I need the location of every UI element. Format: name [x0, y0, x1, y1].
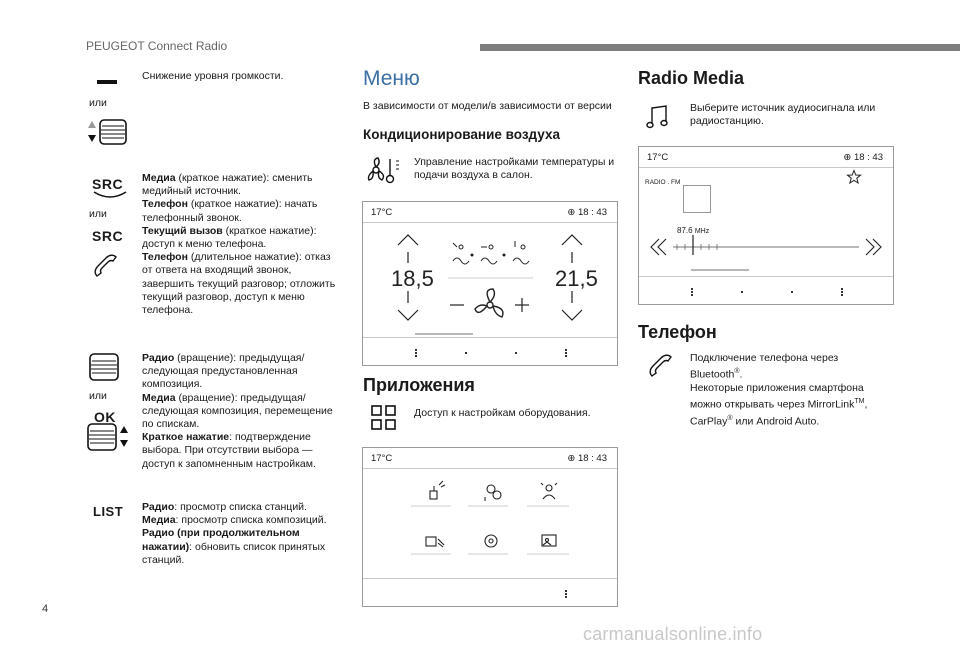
menu-title: Меню: [363, 67, 420, 90]
left-temperature: 18,5: [391, 266, 434, 291]
list-description: Радио: просмотр списка станций. Медиа: просмотр списка композиций. Радио (при продолжительном нажатии): обновить список принятых станций.: [142, 501, 327, 566]
thumbwheel-icon: [88, 352, 120, 382]
app-vehicle-functions-icon[interactable]: [430, 481, 445, 499]
screen-bottom-bar-3: [639, 276, 893, 304]
screen-bottom-bar-2: [363, 578, 617, 606]
watermark: carmanualsonline.info: [583, 624, 763, 644]
left-temp-up-icon[interactable]: [398, 235, 418, 245]
radio-screen: [638, 146, 894, 305]
rotary-description: Радио (вращение): предыдущая/ следующая предустановленная композиция. Медиа (вращение): предыдущая/ следующая композиция, перемещение по спискам. Краткое нажатие: подтверждение выбора. При отсутствии выбора — доступ к запомненным настройкам.: [142, 352, 333, 470]
phone-title: Телефон: [638, 322, 717, 342]
right-temp-up-icon[interactable]: [562, 235, 582, 245]
phone-desc: Подключение телефона через Bluetooth®. Некоторые приложения смартфона можно открывать через MirrorLink™, CarPlay® или Android Auto.: [690, 352, 868, 428]
list-button-label: LIST: [93, 504, 124, 519]
or-label: или: [89, 97, 107, 109]
page-number: 4: [42, 603, 49, 615]
screen-time-3: ⊕ 18 : 43: [843, 152, 883, 163]
climate-title: Кондиционирование воздуха: [363, 127, 560, 142]
radio-frequency: 87.6 MHz: [677, 226, 710, 235]
apps-screen: [362, 447, 618, 607]
climate-screen: [362, 201, 618, 366]
music-note-icon: [646, 104, 670, 130]
left-temp-down-icon[interactable]: [398, 310, 418, 320]
radio-band-label: RADIO . FM: [645, 179, 681, 186]
src-arc-icon: [92, 190, 128, 200]
menu-desc: В зависимости от модели/в зависимости от версии: [363, 100, 612, 112]
screen-time: ⊕ 18 : 43: [567, 207, 607, 218]
thumbwheel-down-icon: [86, 117, 130, 149]
thumbwheel-ok-icon: [86, 422, 132, 452]
radio-media-title: Radio Media: [638, 68, 745, 88]
seek-back-icon: [651, 239, 666, 255]
screen-temperature-2: 17°C: [371, 453, 393, 464]
radio-artwork: [683, 185, 711, 213]
app-settings-icon[interactable]: [485, 535, 497, 547]
volume-down-icon: [97, 80, 117, 84]
screen-time-2: ⊕ 18 : 43: [567, 453, 607, 464]
app-driver-profile-icon[interactable]: [541, 483, 557, 499]
seek-forward-icon: [866, 239, 881, 255]
phone-icon: [92, 252, 120, 280]
airflow-modes-icon[interactable]: [453, 241, 529, 264]
app-climate-settings-icon[interactable]: [485, 485, 501, 501]
apps-grid-icon: [371, 405, 397, 431]
volume-down-text: Снижение уровня громкости.: [142, 70, 284, 82]
screen-temperature-3: 17°C: [647, 152, 669, 163]
fan-icon[interactable]: [475, 289, 503, 317]
screen-temperature: 17°C: [371, 207, 393, 218]
src-description: Медиа (краткое нажатие): сменить медийный источник. Телефон (краткое нажатие): начать телефонный звонок. Текущий вызов (краткое нажатие): доступ к меню телефона. Телефон (длительное нажатие): отказ от ответа на входящий звонок, завершить текущий разговор; отложить текущий разговор, доступ к меню телефона.: [142, 172, 336, 317]
climate-icon: [366, 155, 406, 185]
apps-desc: Доступ к настройкам оборудования.: [414, 407, 591, 419]
screen-bottom-bar: [363, 337, 617, 365]
or-label-3: или: [89, 390, 107, 402]
header-bar: [480, 44, 960, 51]
ok-button-label: OK: [94, 409, 116, 425]
right-temp-down-icon[interactable]: [562, 310, 582, 320]
app-connectivity-icon[interactable]: [426, 537, 444, 547]
climate-desc: Управление настройками температуры и подачи воздуха в салон.: [414, 156, 615, 182]
apps-title: Приложения: [363, 375, 475, 395]
or-label-2: или: [89, 208, 107, 220]
app-gallery-icon[interactable]: [542, 535, 556, 546]
right-temperature: 21,5: [555, 266, 598, 291]
phone-handset-icon: [647, 352, 675, 380]
favorite-star-icon[interactable]: [846, 169, 862, 185]
radio-media-desc: Выберите источник аудиосигнала или радиостанцию.: [690, 102, 876, 128]
frequency-tuner[interactable]: [649, 235, 883, 263]
src-button-label-2: SRC: [92, 228, 124, 244]
fan-increase-icon[interactable]: [515, 298, 529, 312]
src-button-label: SRC: [92, 176, 124, 192]
page-header-title: PEUGEOT Connect Radio: [86, 39, 228, 53]
